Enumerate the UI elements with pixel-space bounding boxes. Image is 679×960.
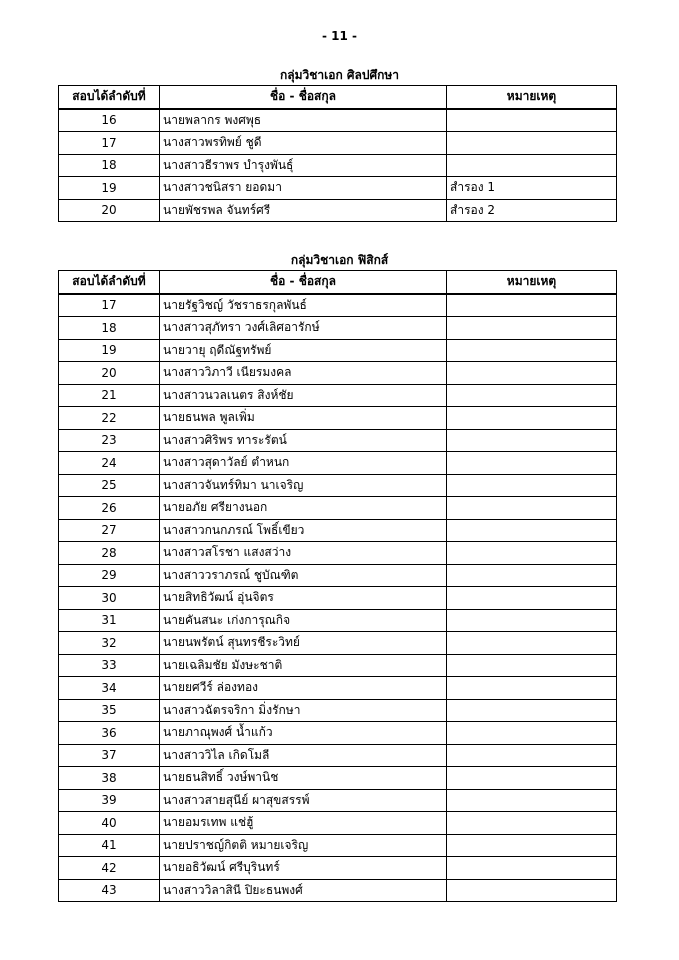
table-row [59, 654, 617, 677]
section-title-physics: กลุ่มวิชาเอก ฟิสิกส์ [290, 253, 389, 267]
rank-cell: 33 [59, 654, 160, 677]
name-cell: นางสาวสายสุนีย์ ผาสุขสรรพ์ [160, 789, 447, 812]
table-row [59, 879, 617, 902]
table-row [59, 339, 617, 362]
name-cell: นายอธิวัฒน์ ศรีบุรินทร์ [160, 857, 447, 880]
name-cell: นายธนสิทธิ์ วงษ์พานิช [160, 767, 447, 790]
table-row [59, 177, 617, 200]
name-cell: นายยศวีร์ ล่องทอง [160, 677, 447, 700]
name-cell: นายพลากร พงศพุธ [160, 109, 447, 132]
name-cell: นางสาวศิริพร ทาระรัตน์ [160, 429, 447, 452]
note-cell [447, 132, 617, 155]
rank-cell: 38 [59, 767, 160, 790]
note-cell [447, 632, 617, 655]
table-row [59, 789, 617, 812]
table-row [59, 609, 617, 632]
table-row [59, 699, 617, 722]
note-cell [447, 542, 617, 565]
rank-cell: 42 [59, 857, 160, 880]
note-cell [447, 699, 617, 722]
table-row [59, 452, 617, 475]
name-cell: นายสิทธิวัฒน์ อุ่นจิตร [160, 587, 447, 610]
note-cell [447, 362, 617, 385]
table-row [59, 294, 617, 317]
rank-cell: 19 [59, 339, 160, 362]
table-row [59, 132, 617, 155]
table-row [59, 199, 617, 222]
table-row [59, 857, 617, 880]
name-cell: นางสาวจันทร์ทิมา นาเจริญ [160, 474, 447, 497]
note-cell [447, 564, 617, 587]
table-row [59, 362, 617, 385]
table-art [58, 85, 617, 222]
rank-cell: 39 [59, 789, 160, 812]
rank-cell: 27 [59, 519, 160, 542]
name-cell: นางสาววิไล เกิดโมลี [160, 744, 447, 767]
name-cell: นางสาวสุภัทรา วงศ์เลิศอารักษ์ [160, 317, 447, 340]
name-cell: นางสาวพรทิพย์ ชูดี [160, 132, 447, 155]
table-row [59, 542, 617, 565]
rank-cell: 24 [59, 452, 160, 475]
header-note: หมายเหตุ [447, 86, 617, 109]
name-cell: นางสาวธีราพร บำรุงพันธุ์ [160, 154, 447, 177]
note-cell [447, 497, 617, 520]
note-cell [447, 789, 617, 812]
header-note: หมายเหตุ [447, 271, 617, 294]
table-row [59, 587, 617, 610]
table-row [59, 744, 617, 767]
table-row [59, 407, 617, 430]
table-body-art [59, 109, 617, 222]
note-cell [447, 429, 617, 452]
rank-cell: 16 [59, 109, 160, 132]
rank-cell: 32 [59, 632, 160, 655]
rank-cell: 35 [59, 699, 160, 722]
table-row [59, 519, 617, 542]
page-number: - 11 - [321, 29, 357, 43]
name-cell: นายเฉลิมชัย มังษะชาติ [160, 654, 447, 677]
name-cell: นายปราชญ์กิตติ หมายเจริญ [160, 834, 447, 857]
note-cell [447, 317, 617, 340]
note-cell [447, 834, 617, 857]
name-cell: นายนพรัตน์ สุนทรชีระวิทย์ [160, 632, 447, 655]
note-cell [447, 879, 617, 902]
rank-cell: 18 [59, 317, 160, 340]
note-cell [447, 154, 617, 177]
header-rank: สอบได้ลำดับที่ [59, 86, 160, 109]
section-title-art: กลุ่มวิชาเอก ศิลปศึกษา [279, 68, 400, 82]
name-cell: นางสาววิภาวี เนียรมงคล [160, 362, 447, 385]
rank-cell: 20 [59, 362, 160, 385]
note-cell [447, 339, 617, 362]
note-cell [447, 384, 617, 407]
rank-cell: 23 [59, 429, 160, 452]
table-row [59, 474, 617, 497]
note-cell [447, 654, 617, 677]
rank-cell: 37 [59, 744, 160, 767]
note-cell [447, 722, 617, 745]
table-row [59, 767, 617, 790]
name-cell: นายคันสนะ เก่งการุณกิจ [160, 609, 447, 632]
name-cell: นางสาวสโรชา แสงสว่าง [160, 542, 447, 565]
note-cell [447, 857, 617, 880]
name-cell: นายวายุ ฤดีณัฐทรัพย์ [160, 339, 447, 362]
rank-cell: 26 [59, 497, 160, 520]
rank-cell: 17 [59, 132, 160, 155]
table-row [59, 677, 617, 700]
note-cell [447, 767, 617, 790]
name-cell: นางสาวฉัตรจริกา มิ่งรักษา [160, 699, 447, 722]
table-header-row [59, 271, 617, 294]
rank-cell: 43 [59, 879, 160, 902]
name-cell: นางสาววิลาสินี ปิยะธนพงศ์ [160, 879, 447, 902]
name-cell: นางสาวนวลเนตร สิงห์ชัย [160, 384, 447, 407]
rank-cell: 29 [59, 564, 160, 587]
note-cell [447, 294, 617, 317]
table-row [59, 834, 617, 857]
table-body-physics [59, 294, 617, 902]
rank-cell: 30 [59, 587, 160, 610]
table-row [59, 497, 617, 520]
rank-cell: 31 [59, 609, 160, 632]
rank-cell: 21 [59, 384, 160, 407]
rank-cell: 28 [59, 542, 160, 565]
header-name: ชื่อ - ชื่อสกุล [160, 86, 447, 109]
note-cell: สำรอง 1 [447, 177, 617, 200]
rank-cell: 22 [59, 407, 160, 430]
table-row [59, 429, 617, 452]
note-cell [447, 677, 617, 700]
name-cell: นายอภัย ศรียางนอก [160, 497, 447, 520]
note-cell [447, 109, 617, 132]
rank-cell: 17 [59, 294, 160, 317]
table-row [59, 317, 617, 340]
table-row [59, 722, 617, 745]
rank-cell: 25 [59, 474, 160, 497]
rank-cell: 36 [59, 722, 160, 745]
name-cell: นายธนพล พูลเพิ่ม [160, 407, 447, 430]
table-row [59, 109, 617, 132]
name-cell: นายรัฐวิชญ์ วัชราธรกุลพันธ์ [160, 294, 447, 317]
name-cell: นางสาวชนิสรา ยอดมา [160, 177, 447, 200]
rank-cell: 19 [59, 177, 160, 200]
table-row [59, 154, 617, 177]
name-cell: นายอมรเทพ แช่ฮู้ [160, 812, 447, 835]
note-cell [447, 474, 617, 497]
name-cell: นายพัชรพล จันทร์ศรี [160, 199, 447, 222]
table-row [59, 564, 617, 587]
name-cell: นางสาวสุดาวัลย์ ตำหนก [160, 452, 447, 475]
note-cell [447, 609, 617, 632]
note-cell [447, 587, 617, 610]
note-cell [447, 407, 617, 430]
header-name: ชื่อ - ชื่อสกุล [160, 271, 447, 294]
table-header-row [59, 86, 617, 109]
note-cell [447, 452, 617, 475]
rank-cell: 41 [59, 834, 160, 857]
note-cell [447, 519, 617, 542]
rank-cell: 34 [59, 677, 160, 700]
rank-cell: 20 [59, 199, 160, 222]
rank-cell: 18 [59, 154, 160, 177]
name-cell: นายภาณุพงศ์ น้ำแก้ว [160, 722, 447, 745]
table-row [59, 632, 617, 655]
table-row [59, 384, 617, 407]
table-physics [58, 270, 617, 902]
table-row [59, 812, 617, 835]
note-cell [447, 744, 617, 767]
name-cell: นางสาวกนกภรณ์ โพธิ์เขียว [160, 519, 447, 542]
note-cell [447, 812, 617, 835]
name-cell: นางสาววราภรณ์ ชูบัณฑิต [160, 564, 447, 587]
header-rank: สอบได้ลำดับที่ [59, 271, 160, 294]
rank-cell: 40 [59, 812, 160, 835]
note-cell: สำรอง 2 [447, 199, 617, 222]
